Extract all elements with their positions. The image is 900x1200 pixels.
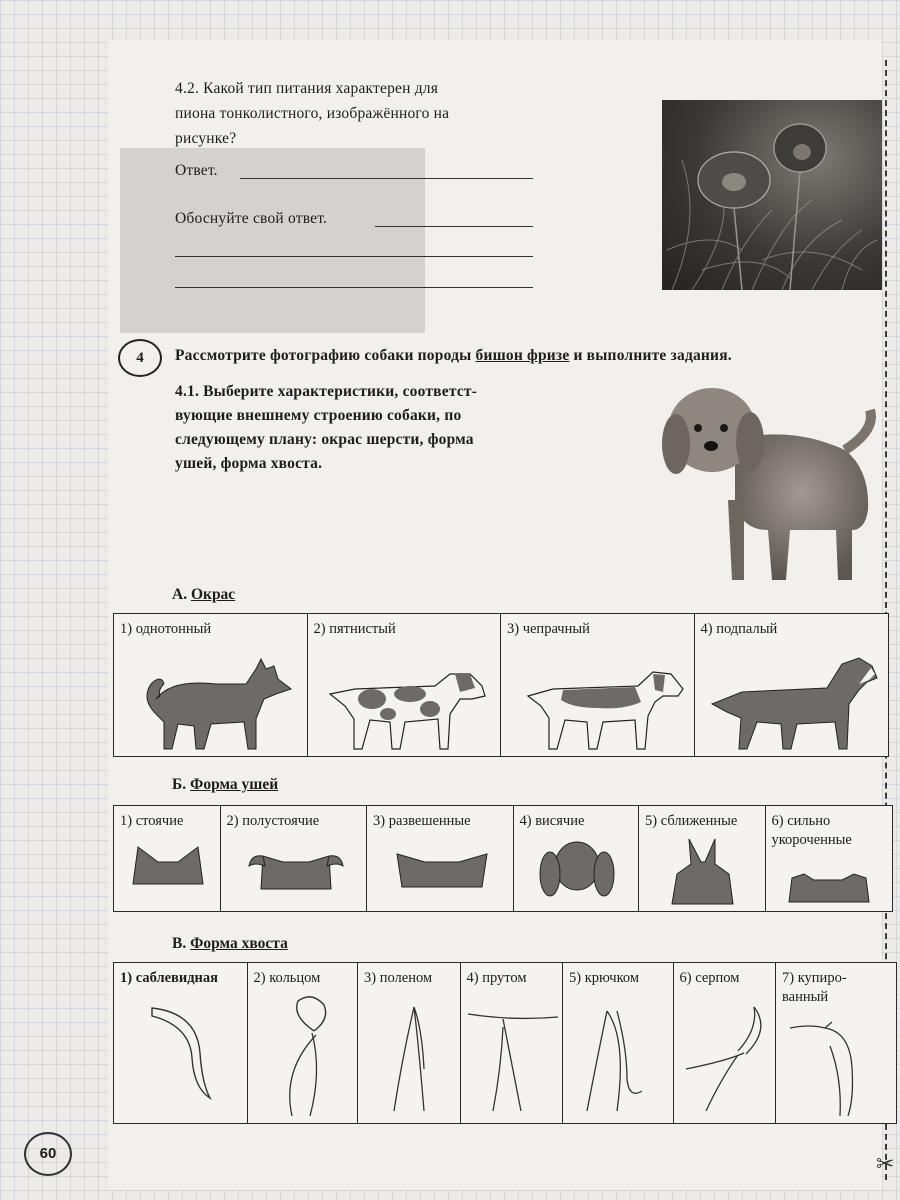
bichon-illustration (640, 380, 880, 590)
log-tail-icon (364, 999, 454, 1119)
tail-option-label: 5) крючком (569, 970, 640, 986)
tail-option-log[interactable] (357, 962, 461, 1124)
tail-prefix: В. (172, 935, 191, 952)
spread-ears-icon (387, 842, 497, 902)
semi-erect-ears-icon (241, 844, 351, 904)
justify-line-2[interactable] (175, 256, 533, 257)
task4-intro-before: Рассмотрите фотографию собаки породы (175, 347, 476, 364)
peony-photo (662, 100, 882, 290)
ear-option-label: 4) висячие (519, 813, 585, 829)
tail-option-label: 6) серпом (679, 970, 740, 986)
q42-line3: рисунке? (175, 130, 237, 147)
color-option-saddle[interactable] (500, 613, 695, 757)
tail-option-sabre[interactable] (113, 962, 248, 1124)
color-option-label: 3) чепрачный (507, 621, 590, 637)
docked-tail-icon (780, 1018, 880, 1118)
color-section-title (172, 586, 235, 604)
q42-line2: пиона тонколистного, изображённого на (175, 105, 450, 122)
task4-intro (175, 347, 732, 365)
ear-option-label-line2: укороченные (771, 832, 852, 848)
q41-line2: вующие внешнему строению собаки, по (175, 407, 462, 424)
bleed-through-shade (120, 148, 425, 333)
ear-option-semi-erect[interactable] (220, 805, 368, 912)
tan-dog-icon (697, 644, 887, 754)
solid-dog-icon (116, 644, 306, 754)
tail-option-label-line1: 7) купиро- (782, 970, 847, 986)
page-number: 60 (24, 1132, 72, 1176)
sabre-tail-icon (122, 998, 242, 1118)
tail-option-label (782, 969, 847, 1007)
ear-option-drop[interactable] (513, 805, 640, 912)
color-option-label: 1) однотонный (120, 621, 212, 637)
bichon-frise-photo (640, 380, 880, 590)
color-option-tan[interactable] (694, 613, 889, 757)
spotted-dog-icon (310, 644, 500, 754)
ear-option-label: 5) сближенные (645, 813, 738, 829)
tail-option-rod[interactable] (460, 962, 564, 1124)
tail-option-label: 1) саблевидная (120, 970, 218, 986)
ear-option-spread[interactable] (366, 805, 514, 912)
tail-option-sickle[interactable] (673, 962, 777, 1124)
task-number-badge: 4 (118, 339, 162, 377)
ear-option-close-set[interactable] (638, 805, 766, 912)
tail-option-ring[interactable] (247, 962, 359, 1124)
tail-option-label: 3) поленом (364, 970, 433, 986)
tail-option-hook[interactable] (562, 962, 674, 1124)
ears-prefix: Б. (172, 776, 190, 793)
tail-option-label-line2: ванный (782, 989, 829, 1005)
ear-option-label-line1: 6) сильно (771, 813, 831, 829)
color-option-spotted[interactable] (307, 613, 502, 757)
justify-line-1[interactable] (375, 226, 533, 227)
justify-label: Обоснуйте свой ответ. (175, 210, 328, 227)
color-option-label: 4) подпалый (700, 621, 778, 637)
ears-section-title (172, 776, 278, 794)
q41-line3: следующему плану: окрас шерсти, форма (175, 431, 474, 448)
peony-illustration (662, 100, 882, 290)
q41-line4: ушей, форма хвоста. (175, 455, 323, 472)
rod-tail-icon (463, 999, 563, 1119)
answer-label: Ответ. (175, 162, 218, 179)
q41-line1: 4.1. Выберите характеристики, соответст- (175, 383, 478, 400)
hook-tail-icon (567, 999, 667, 1119)
ears-title: Форма ушей (190, 776, 279, 793)
drop-ears-icon (532, 836, 622, 906)
tail-section-title (172, 935, 288, 953)
tail-option-label: 4) прутом (466, 970, 527, 986)
color-prefix: А. (172, 586, 191, 603)
saddle-dog-icon (503, 644, 693, 754)
ear-option-cropped[interactable] (765, 805, 893, 912)
cropped-ears-icon (784, 866, 874, 906)
justify-line-3[interactable] (175, 287, 533, 288)
ear-option-label: 2) полустоячие (226, 813, 320, 829)
ear-option-label (772, 812, 852, 850)
ear-option-label: 3) развешенные (373, 813, 471, 829)
ear-option-erect[interactable] (113, 805, 221, 912)
answer-line[interactable] (240, 178, 533, 179)
ears-options-row (113, 805, 891, 912)
color-option-label: 2) пятнистый (313, 621, 396, 637)
tail-option-label: 2) кольцом (253, 970, 321, 986)
tail-options-row (113, 962, 896, 1124)
close-set-ears-icon (657, 834, 747, 909)
color-title: Окрас (190, 586, 236, 603)
task4-intro-after: и выполните задания. (569, 347, 732, 364)
tail-title: Форма хвоста (190, 935, 288, 952)
scissors-icon: ✂ (876, 1152, 895, 1177)
color-option-solid[interactable] (113, 613, 308, 757)
ring-tail-icon (252, 991, 352, 1121)
tail-option-docked[interactable] (775, 962, 897, 1124)
breed-name: бишон фризе (475, 347, 570, 364)
color-options-row (113, 613, 887, 757)
erect-ears-icon (128, 842, 208, 902)
q42-line1: 4.2. Какой тип питания характерен для (175, 80, 439, 97)
ear-option-label: 1) стоячие (120, 813, 184, 829)
sickle-tail-icon (676, 999, 776, 1119)
